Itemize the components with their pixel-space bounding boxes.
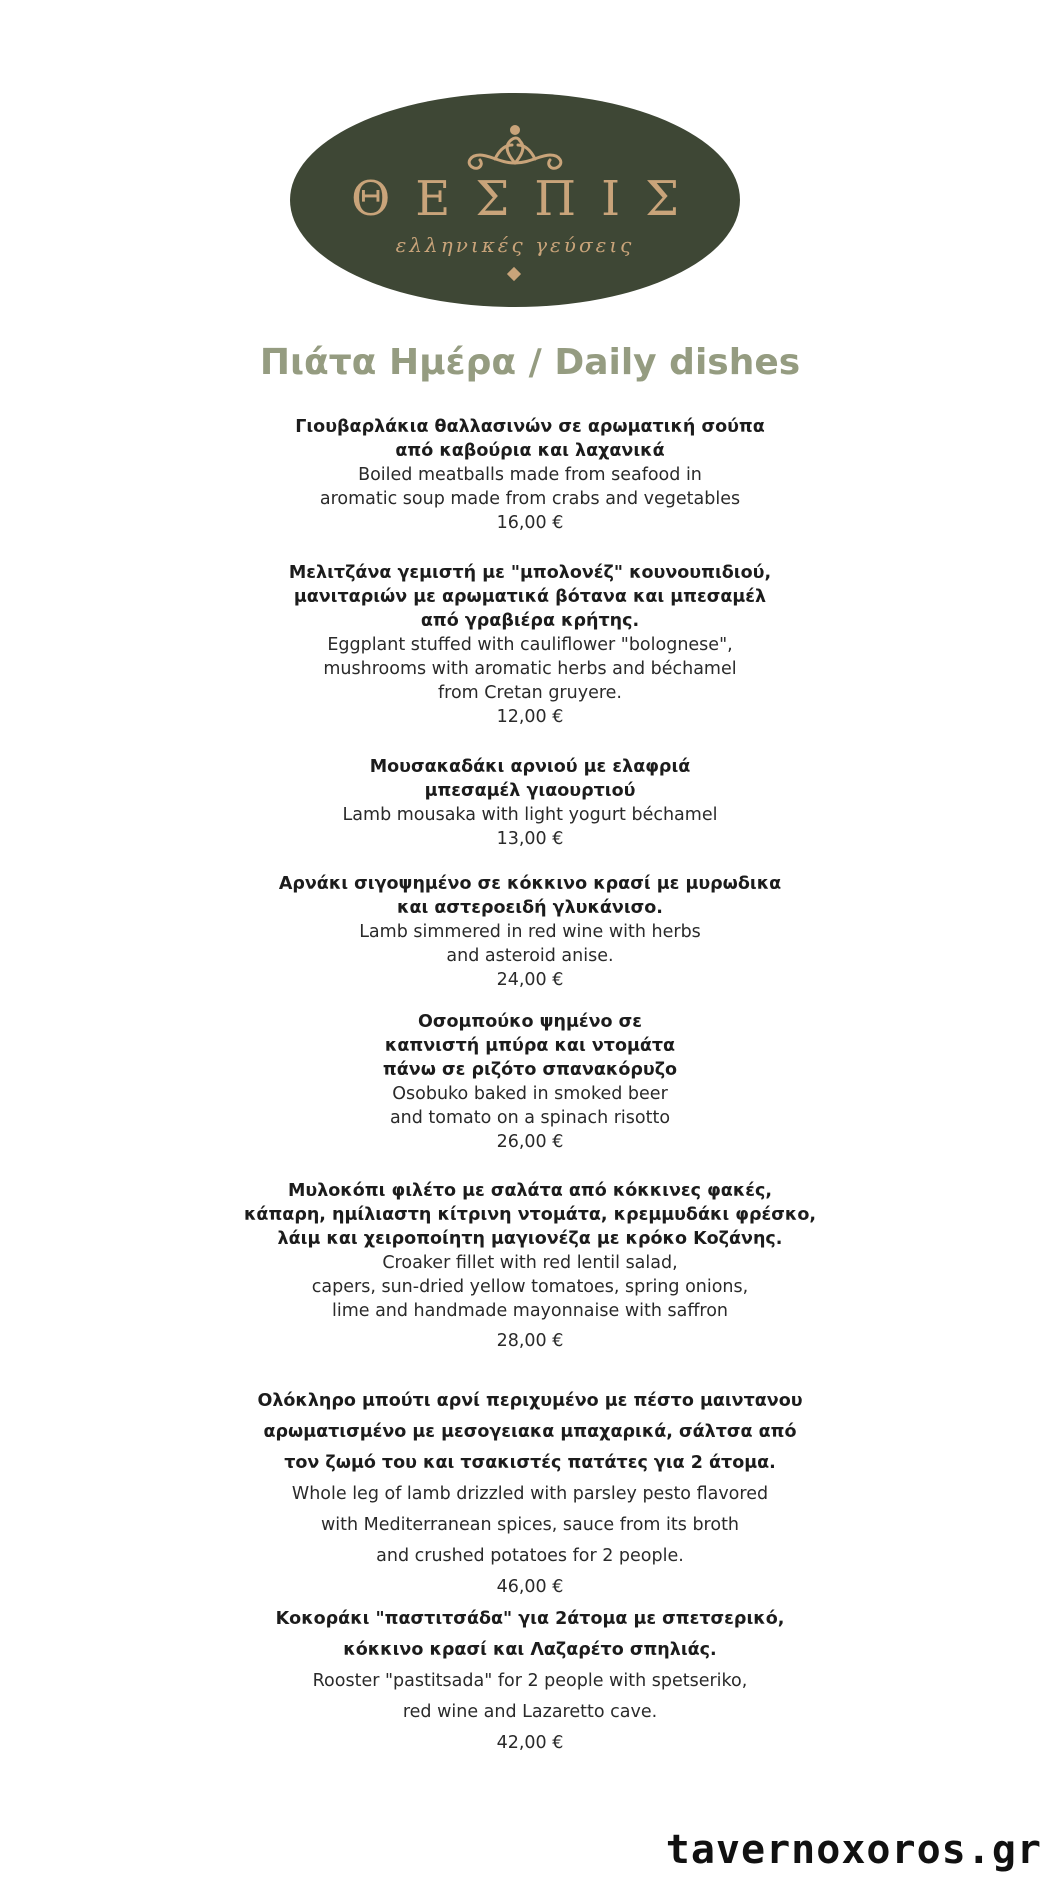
text-line: Μουσακαδάκι αρνιού με ελαφριά: [369, 757, 691, 777]
menu-item: [0, 872, 1060, 992]
dish-greek-name: [0, 872, 1060, 920]
text-line: από γραβιέρα κρήτης.: [420, 611, 640, 631]
text-line: mushrooms with aromatic herbs and béchamel: [323, 659, 737, 679]
menu-item: [0, 415, 1060, 535]
text-line: Rooster "pastitsada" for 2 people with spetseriko,: [312, 1671, 748, 1691]
dish-price: 13,00 €: [496, 829, 564, 849]
text-line: Croaker fillet with red lentil salad,: [382, 1253, 678, 1273]
dish-price: 42,00 €: [496, 1733, 564, 1753]
text-line: Boiled meatballs made from seafood in: [358, 465, 702, 485]
text-line: Μυλοκόπι φιλέτο με σαλάτα από κόκκινες φακές,: [287, 1181, 773, 1201]
text-line: αρωματισμένο με μεσογειακα μπαχαρικά, σάλτσα από: [263, 1422, 797, 1442]
text-line: Μελιτζάνα γεμιστή με "μπολονέζ" κουνουπιδιού,: [288, 563, 772, 583]
dish-greek-name: [0, 1386, 1060, 1479]
menu-item: [0, 755, 1060, 851]
text-line: πάνω σε ριζότο σπανακόρυζο: [382, 1060, 678, 1080]
dish-price: 46,00 €: [496, 1577, 564, 1597]
dish-english-name: [0, 1479, 1060, 1572]
text-line: Osobuko baked in smoked beer: [392, 1084, 668, 1104]
text-line: κάπαρη, ημίλιαστη κίτρινη ντομάτα, κρεμμυδάκι φρέσκο,: [244, 1205, 816, 1225]
text-line: μπεσαμέλ γιαουρτιού: [424, 781, 636, 801]
dish-greek-name: [0, 561, 1060, 633]
text-line: from Cretan gruyere.: [438, 683, 622, 703]
dish-english-name: [0, 1666, 1060, 1728]
dish-greek-name: [0, 1010, 1060, 1082]
dish-greek-name: [0, 755, 1060, 803]
text-line: Κοκοράκι "παστιτσάδα" για 2άτομα με σπετσερικό,: [275, 1609, 785, 1629]
logo-name: ΘΕΣΠΙΣ: [350, 171, 705, 227]
text-line: Οσομπούκο ψημένο σε: [417, 1012, 642, 1032]
dish-english-name: [0, 1251, 1060, 1323]
text-line: and asteroid anise.: [446, 946, 614, 966]
menu-item: [0, 1010, 1060, 1154]
logo-tagline: ελληνικές γεύσεις: [395, 233, 635, 257]
text-line: Lamb simmered in red wine with herbs: [359, 922, 701, 942]
dish-price: 28,00 €: [496, 1331, 564, 1351]
text-line: καπνιστή μπύρα και ντομάτα: [384, 1036, 676, 1056]
text-line: Eggplant stuffed with cauliflower "bolognese",: [327, 635, 733, 655]
text-line: Αρνάκι σιγοψημένο σε κόκκινο κρασί με μυρωδικα: [278, 874, 782, 894]
text-line: and crushed potatoes for 2 people.: [376, 1546, 684, 1566]
text-line: από καβούρια και λαχανικά: [395, 441, 665, 461]
text-line: Lamb mousaka with light yogurt béchamel: [342, 805, 718, 825]
menu-item: [0, 1386, 1060, 1603]
dish-greek-name: [0, 1179, 1060, 1251]
text-line: and tomato on a spinach risotto: [389, 1108, 671, 1128]
text-line: lime and handmade mayonnaise with saffron: [331, 1301, 729, 1321]
text-line: και αστεροειδή γλυκάνισο.: [397, 898, 663, 918]
dish-english-name: [0, 463, 1060, 511]
text-line: capers, sun-dried yellow tomatoes, spring onions,: [311, 1277, 749, 1297]
text-line: κόκκινο κρασί και Λαζαρέτο σπηλιάς.: [343, 1640, 717, 1660]
watermark: tavernoxoros.gr: [665, 1827, 1042, 1873]
dish-price: 16,00 €: [496, 513, 564, 533]
dish-price: 26,00 €: [496, 1132, 564, 1152]
text-line: with Mediterranean spices, sauce from its broth: [320, 1515, 740, 1535]
dish-english-name: [0, 920, 1060, 968]
menu-item: [0, 1604, 1060, 1759]
restaurant-logo: [290, 93, 740, 307]
page-title: Πιάτα Ημέρα / Daily dishes: [259, 342, 801, 383]
text-line: Γιουβαρλάκια θαλλασινών σε αρωματική σούπα: [295, 417, 765, 437]
text-line: Ολόκληρο μπούτι αρνί περιχυμένο με πέστο μαιντανου: [257, 1391, 803, 1411]
dish-english-name: [0, 803, 1060, 827]
dish-english-name: [0, 633, 1060, 705]
text-line: μανιταριών με αρωματικά βότανα και μπεσαμέλ: [293, 587, 767, 607]
dish-greek-name: [0, 1604, 1060, 1666]
dish-greek-name: [0, 415, 1060, 463]
text-line: aromatic soup made from crabs and vegetables: [319, 489, 741, 509]
dish-price: 12,00 €: [496, 707, 564, 727]
text-line: Whole leg of lamb drizzled with parsley pesto flavored: [291, 1484, 769, 1504]
text-line: λάιμ και χειροποίητη μαγιονέζα με κρόκο Κοζάνης.: [277, 1229, 783, 1249]
text-line: τον ζωμό του και τσακιστές πατάτες για 2 άτομα.: [284, 1453, 776, 1473]
dish-price: 24,00 €: [496, 970, 564, 990]
menu-item: [0, 1179, 1060, 1353]
dish-english-name: [0, 1082, 1060, 1130]
text-line: red wine and Lazaretto cave.: [402, 1702, 658, 1722]
menu-item: [0, 561, 1060, 729]
